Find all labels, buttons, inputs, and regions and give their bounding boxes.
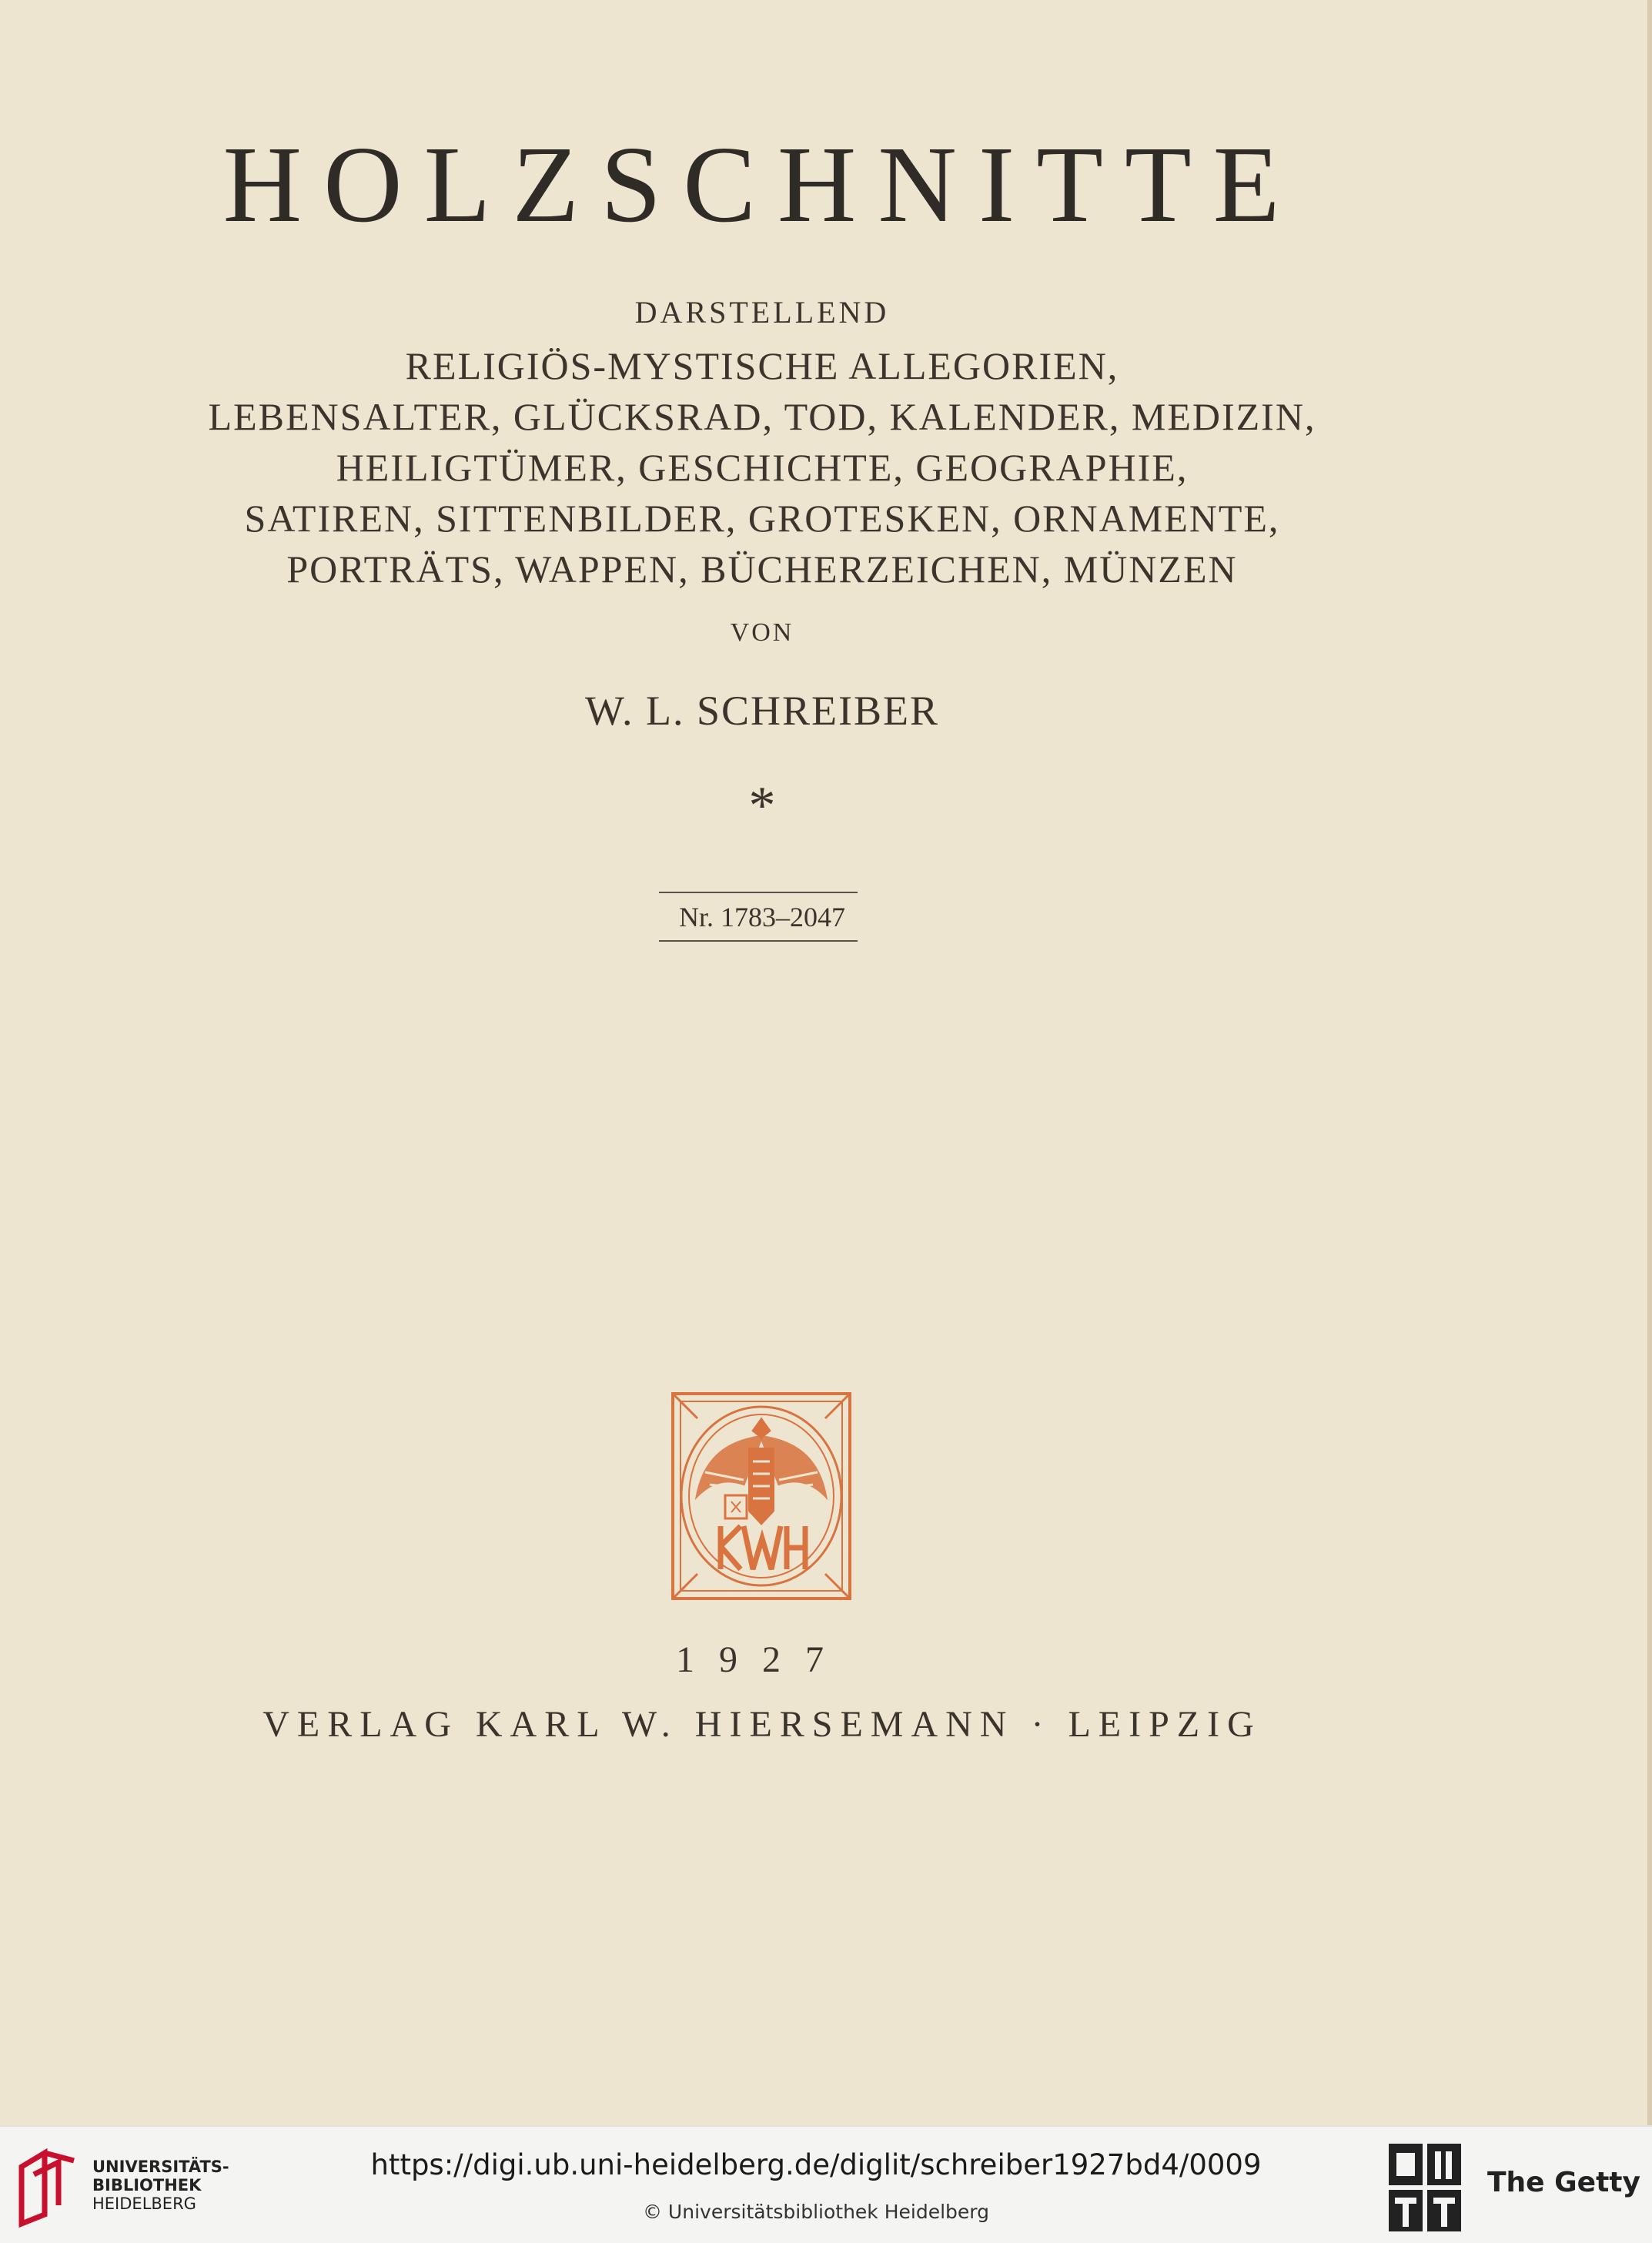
getty-label: The Getty [1487,2167,1640,2198]
ub-heidelberg-name [92,2158,229,2213]
von-label: VON [730,618,794,647]
publisher-eagle-logo [667,1388,856,1605]
copyright-notice: © Universitätsbibliothek Heidelberg [642,2201,989,2223]
number-range: Nr. 1783–2047 [679,902,845,932]
ub-name-line: HEIDELBERG [92,2194,196,2213]
ub-name-line: BIBLIOTHEK [92,2176,202,2194]
publication-year: 1927 [676,1639,848,1680]
permalink-url[interactable]: https://digi.ub.uni-heidelberg.de/diglit/schreiber1927bd4/0009 [370,2148,1262,2181]
subtitle-line: PORTRÄTS, WAPPEN, BÜCHERZEICHEN, MÜNZEN [286,547,1238,591]
viewer-footer [0,2125,1652,2243]
page-edge [1647,0,1652,2125]
asterisk-ornament: * [748,776,776,835]
book-title: HOLZSCHNITTE [222,123,1302,245]
subtitle-intro: DARSTELLEND [634,295,890,330]
subtitle-line: SATIREN, SITTENBILDER, GROTESKEN, ORNAMENTE, [244,497,1280,540]
subtitle-line: RELIGIÖS-MYSTISCHE ALLEGORIEN, [405,344,1119,387]
author-name: W. L. SCHREIBER [584,688,940,734]
subtitle-line: HEILIGTÜMER, GESCHICHTE, GEOGRAPHIE, [336,446,1189,489]
publisher-imprint: VERLAG KARL W. HIERSEMANN · LEIPZIG [263,1704,1262,1745]
subtitle-line: LEBENSALTER, GLÜCKSRAD, TOD, KALENDER, MEDIZIN, [208,395,1316,438]
rule-bottom [659,940,858,942]
ub-name-line: UNIVERSITÄTS- [92,2158,229,2176]
ub-heidelberg-logo-icon[interactable] [14,2144,83,2228]
getty-logo-icon[interactable] [1387,2142,1463,2233]
rule-top [659,892,858,893]
